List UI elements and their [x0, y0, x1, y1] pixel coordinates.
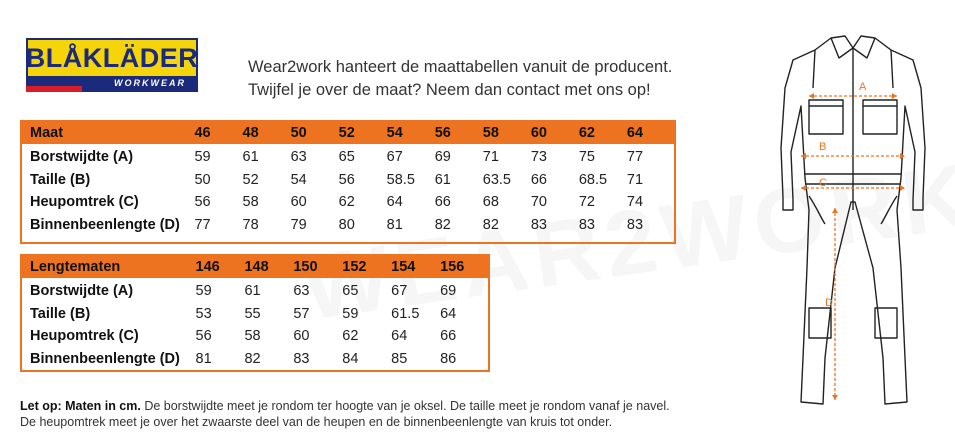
value-cell: 61: [434, 171, 451, 188]
logo-red-stripe: [26, 86, 82, 92]
value-cell: 78: [242, 216, 259, 233]
value-cell: 77: [194, 216, 211, 233]
note-line-1-text: De borstwijdte meet je rondom ter hoogte van je oksel. De taille meet je rondom vanaf je navel.: [140, 399, 670, 413]
value-cell: 65: [338, 149, 355, 166]
value-cell: 71: [482, 149, 499, 166]
logo-sub: WORKWEAR: [26, 76, 198, 92]
value-cell: 58: [242, 194, 259, 211]
row-label: Heupomtrek (C): [30, 194, 139, 211]
size-header: 56: [434, 125, 451, 141]
value-cell: 61: [244, 283, 261, 300]
value-cell: 58.5: [386, 171, 415, 188]
row-label: Taille (B): [30, 305, 91, 322]
value-cell: 61: [242, 149, 259, 166]
table-header-label: Maat: [30, 125, 64, 141]
value-cell: 58: [244, 328, 261, 345]
size-header: 50: [290, 125, 307, 141]
row-label: Binnenbeenlengte (D): [30, 216, 180, 233]
coverall-diagram: [773, 28, 933, 412]
value-cell: 50: [194, 171, 211, 188]
value-cell: 59: [194, 149, 211, 166]
table-header-row: [22, 256, 488, 278]
table-row: [22, 325, 488, 348]
value-cell: 80: [338, 216, 355, 233]
value-cell: 77: [626, 149, 644, 166]
size-header: 154: [391, 259, 416, 275]
logo-brand: BLÅKLÄDER: [26, 38, 198, 76]
value-cell: 82: [482, 216, 499, 233]
value-cell: 64: [391, 328, 408, 345]
table-header-row: [22, 122, 674, 144]
size-table-length: [20, 254, 490, 372]
intro-text: [248, 56, 672, 102]
intro-line-1: Wear2work hanteert de maattabellen vanuit de producent.: [248, 58, 673, 76]
table-header-label: Lengtematen: [30, 259, 121, 275]
table-row: [22, 214, 674, 237]
value-cell: 68.5: [578, 171, 608, 188]
row-label: Borstwijdte (A): [30, 149, 134, 166]
value-cell: 83: [626, 216, 644, 233]
value-cell: 82: [244, 350, 261, 367]
value-cell: 64: [386, 194, 403, 211]
value-cell: 75: [578, 149, 595, 166]
value-cell: 59: [195, 283, 212, 300]
value-cell: 83: [293, 350, 310, 367]
value-cell: 67: [391, 283, 408, 300]
value-cell: 57: [293, 305, 310, 322]
label-d: D: [825, 297, 833, 309]
value-cell: 65: [342, 283, 359, 300]
size-header: 148: [244, 259, 269, 275]
size-header: 64: [626, 125, 644, 141]
label-a: A: [859, 81, 867, 93]
size-header: 46: [194, 125, 211, 141]
size-header: 54: [386, 125, 403, 141]
size-header: 156: [440, 259, 465, 275]
value-cell: 68: [482, 194, 499, 211]
row-label: Binnenbeenlengte (D): [30, 350, 180, 367]
row-label: Borstwijdte (A): [30, 283, 134, 300]
note-line-2: De heupomtrek meet je over het zwaarste deel van de heupen en de binnenbeenlengte van kruis tot onder.: [20, 415, 613, 429]
label-b: B: [819, 141, 827, 153]
size-header: 48: [242, 125, 259, 141]
table-row: [22, 146, 674, 169]
table-row: [22, 191, 674, 214]
value-cell: 81: [195, 350, 212, 367]
label-c: C: [819, 177, 827, 189]
value-cell: 54: [290, 171, 307, 188]
size-header: 60: [530, 125, 547, 141]
value-cell: 66: [440, 328, 457, 345]
value-cell: 79: [290, 216, 307, 233]
value-cell: 62: [342, 328, 359, 345]
table-row: [22, 303, 488, 326]
value-cell: 55: [244, 305, 261, 322]
value-cell: 59: [342, 305, 359, 322]
size-header: 58: [482, 125, 499, 141]
value-cell: 72: [578, 194, 595, 211]
value-cell: 66: [434, 194, 451, 211]
value-cell: 86: [440, 350, 457, 367]
value-cell: 62: [338, 194, 355, 211]
value-cell: 52: [242, 171, 259, 188]
value-cell: 60: [290, 194, 307, 211]
table-row: [22, 169, 674, 192]
size-header: 146: [195, 259, 220, 275]
value-cell: 67: [386, 149, 403, 166]
note-bold: Let op: Maten in cm.: [20, 399, 141, 413]
value-cell: 66: [530, 171, 547, 188]
size-header: 52: [338, 125, 355, 141]
note-line-1: [20, 398, 670, 414]
value-cell: 56: [194, 194, 211, 211]
value-cell: 83: [578, 216, 595, 233]
value-cell: 85: [391, 350, 408, 367]
value-cell: 63: [293, 283, 310, 300]
value-cell: 70: [530, 194, 547, 211]
table-row: [22, 348, 488, 371]
value-cell: 71: [626, 171, 644, 188]
table-row: [22, 280, 488, 303]
blaklader-logo: [26, 38, 198, 92]
value-cell: 84: [342, 350, 359, 367]
value-cell: 82: [434, 216, 451, 233]
size-header: 62: [578, 125, 595, 141]
value-cell: 64: [440, 305, 457, 322]
value-cell: 63.5: [482, 171, 511, 188]
size-header: 150: [293, 259, 318, 275]
value-cell: 69: [440, 283, 457, 300]
value-cell: 56: [338, 171, 355, 188]
value-cell: 74: [626, 194, 644, 211]
value-cell: 73: [530, 149, 547, 166]
size-table-regular: [20, 120, 676, 244]
value-cell: 60: [293, 328, 310, 345]
row-label: Heupomtrek (C): [30, 328, 139, 345]
value-cell: 83: [530, 216, 547, 233]
intro-line-2: Twijfel je over de maat? Neem dan contact met ons op!: [248, 81, 651, 99]
value-cell: 69: [434, 149, 451, 166]
value-cell: 56: [195, 328, 212, 345]
value-cell: 61.5: [391, 305, 420, 322]
row-label: Taille (B): [30, 171, 91, 188]
value-cell: 63: [290, 149, 307, 166]
measurement-note: [20, 398, 670, 430]
value-cell: 53: [195, 305, 212, 322]
size-header: 152: [342, 259, 367, 275]
value-cell: 81: [386, 216, 403, 233]
